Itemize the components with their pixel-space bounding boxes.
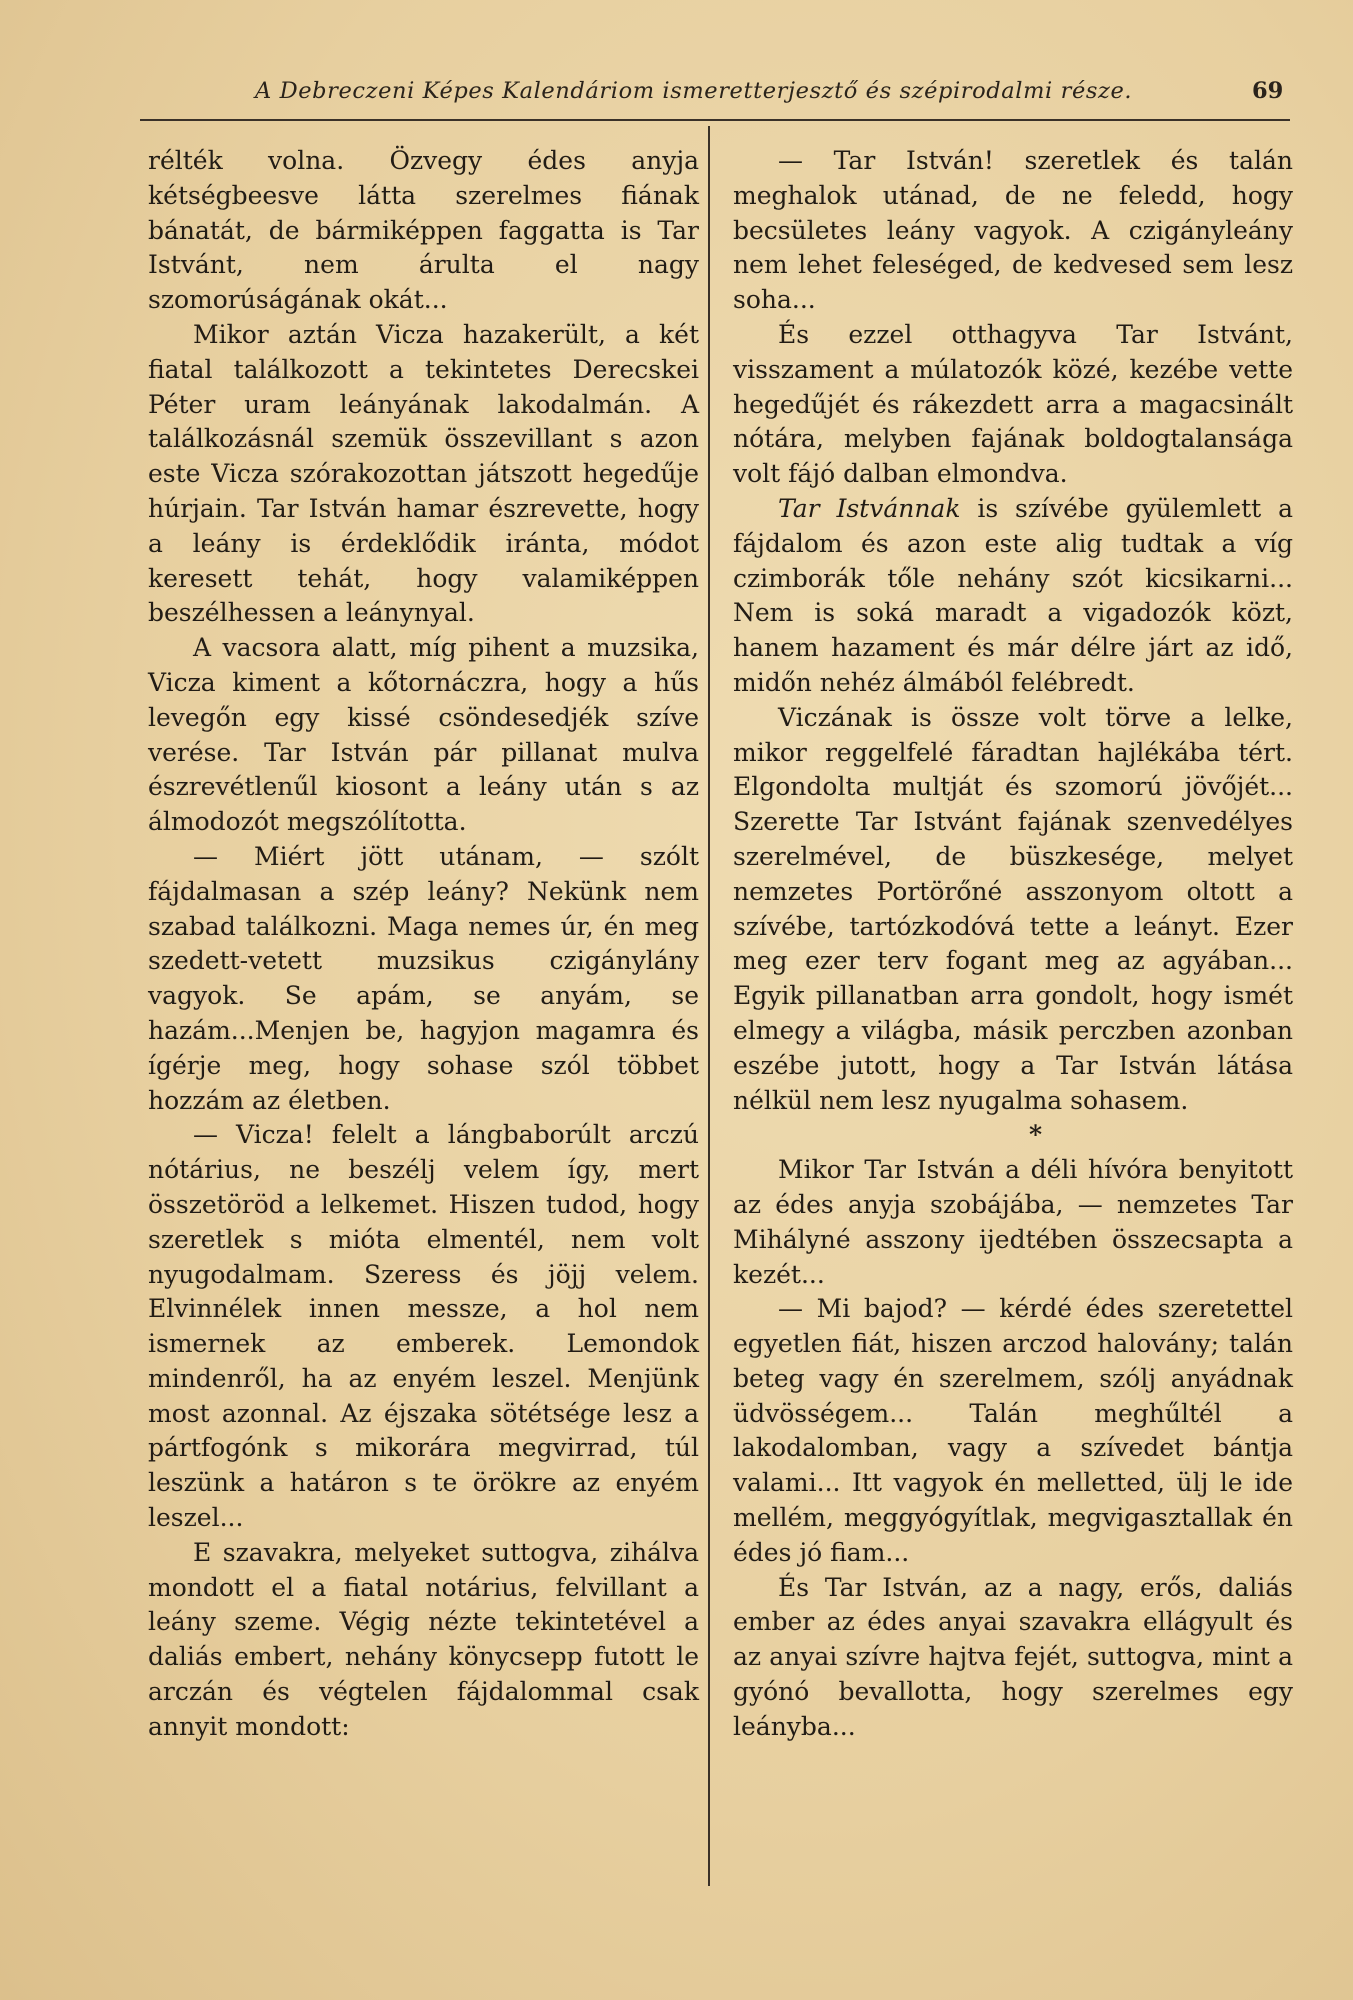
left-paragraph-1: rélték volna. Özvegy édes anyja kétségbeesve látta szerelmes fiának bánatát, de bármiképpen faggatta is Tar Istvánt, nem árulta el nagy szomorúságának okát... <box>148 146 699 315</box>
right-paragraph-5: Mikor Tar István a déli hívóra benyitott az édes anyja szobájába, — nemzetes Tar Mihályné asszony ijedtében összecsapta a kezét... <box>733 1155 1293 1289</box>
left-paragraph-5: — Vicza! felelt a lángbaborúlt arczú nótárius, ne beszélj velem így, mert összetöröd a lelkemet. Hiszen tudod, hogy szeretlek s mióta elmentél, nem volt nyugodalmam. Szeress és jöjj velem. Elvinnélek innen messze, a hol nem ismernek az emberek. Lemondok mindenről, ha az enyém leszel. Menjünk most azonnal. Az éjszaka sötétsége lesz a pártfogónk s mikorára megvirrad, túl leszünk a határon s te örökre az enyém leszel... <box>148 1120 699 1533</box>
left-paragraph-3: A vacsora alatt, míg pihent a muzsika, Vicza kiment a kőtornáczra, hogy a hűs levegőn egy kissé csöndesedjék szíve verése. Tar István pár pillanat mulva észrevétlenűl kiosont a leány után s az álmodozót megszólította. <box>148 633 699 837</box>
header-rule <box>140 119 1290 121</box>
right-paragraph-3 <box>733 492 1293 701</box>
right-column <box>733 144 1293 1745</box>
left-column <box>148 144 699 1745</box>
left-paragraph-6: E szavakra, melyeket suttogva, zihálva mondott el a fiatal notárius, felvillant a leány szeme. Végig nézte tekintetével a daliás embert, nehány könycsepp futott le arczán és végtelen fájdalommal csak annyit mondott: <box>148 1537 699 1741</box>
right-paragraph-3-text: is szívébe gyülemlett a fájdalom és azon este alig tudtak a víg czimborák tőle nehány szót kicsikarni... Nem is soká maradt a vigadozók közt, hanem hazament és már délre járt az idő, midőn nehéz álmából felébredt. <box>733 493 1294 697</box>
right-paragraph-6: — Mi bajod? — kérdé édes szeretettel egyetlen fiát, hiszen arczod halovány; talán beteg vagy én szerelmem, szólj anyádnak üdvösségem... Talán meghűltél a lakodalomban, vagy a szívedet bántja valami... Itt vagyok én melletted, ülj le ide mellém, meggyógyítlak, megvigasztallak én édes jó fiam... <box>733 1294 1293 1567</box>
page-number: 69 <box>1252 78 1284 104</box>
right-paragraph-1: — Tar István! szeretlek és talán meghalok utánad, de ne feledd, hogy becsületes leány vagyok. A czigányleány nem lehet feleséged, de kedvesed sem lesz soha... <box>733 146 1293 315</box>
left-paragraph-2: Mikor aztán Vicza hazakerült, a két fiatal találkozott a tekintetes Derecskei Péter uram leányának lakodalmán. A találkozásnál szemük összevillant s azon este Vicza szórakozottan játszott hegedűje húrjain. Tar István hamar észrevette, hogy a leány is érdeklődik iránta, módot keresett tehát, hogy valamiképpen beszélhessen a leánynyal. <box>148 319 699 628</box>
column-divider <box>708 126 710 1886</box>
right-paragraph-7: És Tar István, az a nagy, erős, daliás ember az édes anyai szavakra ellágyult és az anyai szívre hajtva fejét, suttogva, mint a gyónó bevallotta, hogy szerelmes egy leányba... <box>733 1572 1293 1741</box>
left-paragraph-4: — Miért jött utánam, — szólt fájdalmasan a szép leány? Nekünk nem szabad találkozni. Maga nemes úr, én meg szedett-vetett muzsikus czigánylány vagyok. Se apám, se anyám, se hazám...Menjen be, hagyjon magamra és ígérje meg, hogy sohase szól többet hozzám az életben. <box>148 841 699 1115</box>
header-title: A Debreczeni Képes Kalendáriom ismeretterjesztő és szépirodalmi része. <box>255 78 1133 104</box>
right-paragraph-4: Viczának is össze volt törve a lelke, mikor reggelfelé fáradtan hajlékába tért. Elgondolta multját és szomorú jövőjét... Szerette Tar Istvánt fajának szenvedélyes szerelmével, de büszkesége, melyet nemzetes Portörőné asszonyom oltott a szívébe, tartózkodóvá tette a leányt. Ezer meg ezer terv fogant meg az agyában... Egyik pillanatban arra gondolt, hogy ismét elmegy a világba, másik perczben azonban eszébe jutott, hogy a Tar István látása nélkül nem lesz nyugalma sohasem. <box>733 702 1293 1115</box>
running-header <box>140 74 1290 118</box>
right-paragraph-2: És ezzel otthagyva Tar Istvánt, visszament a múlatozók közé, kezébe vette hegedűjét és rákezdett arra a magacsinált nótára, melyben fajának boldogtalansága volt fájó dalban elmondva. <box>733 319 1293 489</box>
section-separator: * <box>1028 1120 1043 1150</box>
emphasized-name: Tar Istvánnak <box>778 493 961 523</box>
